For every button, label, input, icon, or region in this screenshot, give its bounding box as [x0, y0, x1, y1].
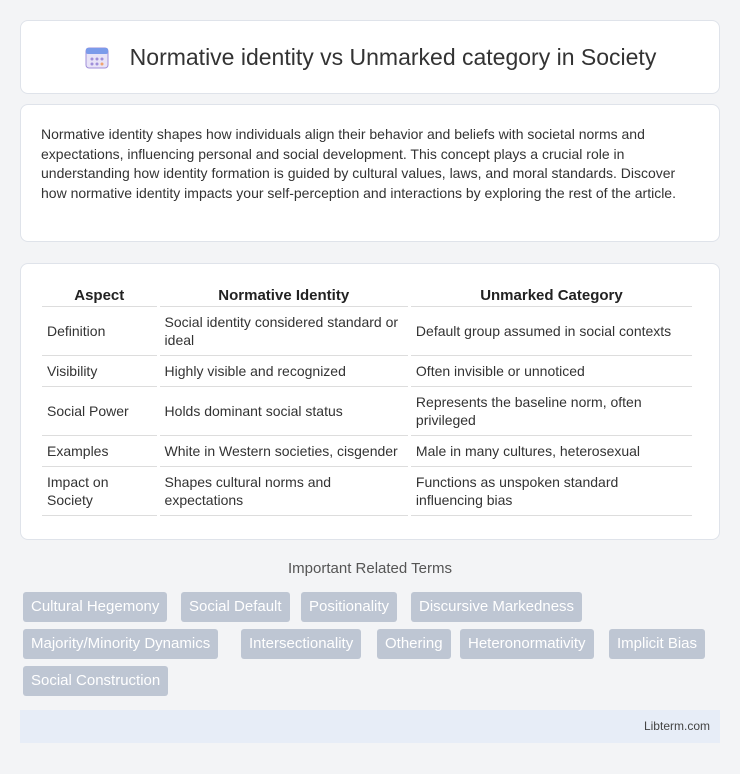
tag-cultural-hegemony[interactable]: Cultural Hegemony — [23, 592, 167, 622]
table-cell: Holds dominant social status — [160, 387, 408, 436]
table-cell: Male in many cultures, heterosexual — [411, 436, 692, 467]
tag-social-default[interactable]: Social Default — [181, 592, 290, 622]
table-cell: Social identity considered standard or ideal — [160, 307, 408, 356]
tag-othering[interactable]: Othering — [377, 629, 451, 659]
related-terms-title: Important Related Terms — [288, 560, 452, 577]
table-cell: Default group assumed in social contexts — [411, 307, 692, 356]
footer-site-link[interactable]: Libterm.com — [643, 719, 710, 733]
tag-heteronormativity[interactable]: Heteronormativity — [460, 629, 594, 659]
table-row — [42, 387, 692, 436]
table-cell: Functions as unspoken standard influencing bias — [411, 467, 692, 516]
calendar-icon — [84, 44, 110, 70]
tag-discursive-markedness[interactable]: Discursive Markedness — [411, 592, 582, 622]
intro-text: Normative identity shapes how individuals align their behavior and beliefs with societal norms and expectations, influencing personal and social development. This concept plays a crucial role in understanding how identity formation is guided by cultural values, laws, and moral standards. Discover how normative identity impacts your self-perception and interactions by exploring the rest of the article. — [41, 126, 676, 201]
table-cell: Social Power — [42, 387, 157, 436]
title-card — [20, 20, 720, 94]
tag-positionality[interactable]: Positionality — [301, 592, 397, 622]
tag-implicit-bias[interactable]: Implicit Bias — [609, 629, 705, 659]
table-cell: Definition — [42, 307, 157, 356]
tag-social-construction[interactable]: Social Construction — [23, 666, 168, 696]
table-row — [42, 356, 692, 387]
comparison-table-card — [20, 263, 720, 540]
tag-intersectionality[interactable]: Intersectionality — [241, 629, 361, 659]
table-cell: Often invisible or unnoticed — [411, 356, 692, 387]
table-row — [42, 307, 692, 356]
table-cell: Impact on Society — [42, 467, 157, 516]
table-cell: Shapes cultural norms and expectations — [160, 467, 408, 516]
table-cell: White in Western societies, cisgender — [160, 436, 408, 467]
page-title: Normative identity vs Unmarked category in Society — [129, 43, 657, 70]
table-cell: Visibility — [42, 356, 157, 387]
tag-majority-minority-dynamics[interactable]: Majority/Minority Dynamics — [23, 629, 218, 659]
table-cell: Examples — [42, 436, 157, 467]
intro-card — [20, 104, 720, 242]
table-cell: Highly visible and recognized — [160, 356, 408, 387]
table-row — [42, 467, 692, 516]
comparison-table — [39, 284, 695, 516]
column-header: Aspect — [42, 284, 157, 307]
table-header-row — [42, 284, 692, 307]
table-row — [42, 436, 692, 467]
column-header: Normative Identity — [160, 284, 408, 307]
table-cell: Represents the baseline norm, often privileged — [411, 387, 692, 436]
footer — [20, 710, 720, 743]
column-header: Unmarked Category — [411, 284, 692, 307]
